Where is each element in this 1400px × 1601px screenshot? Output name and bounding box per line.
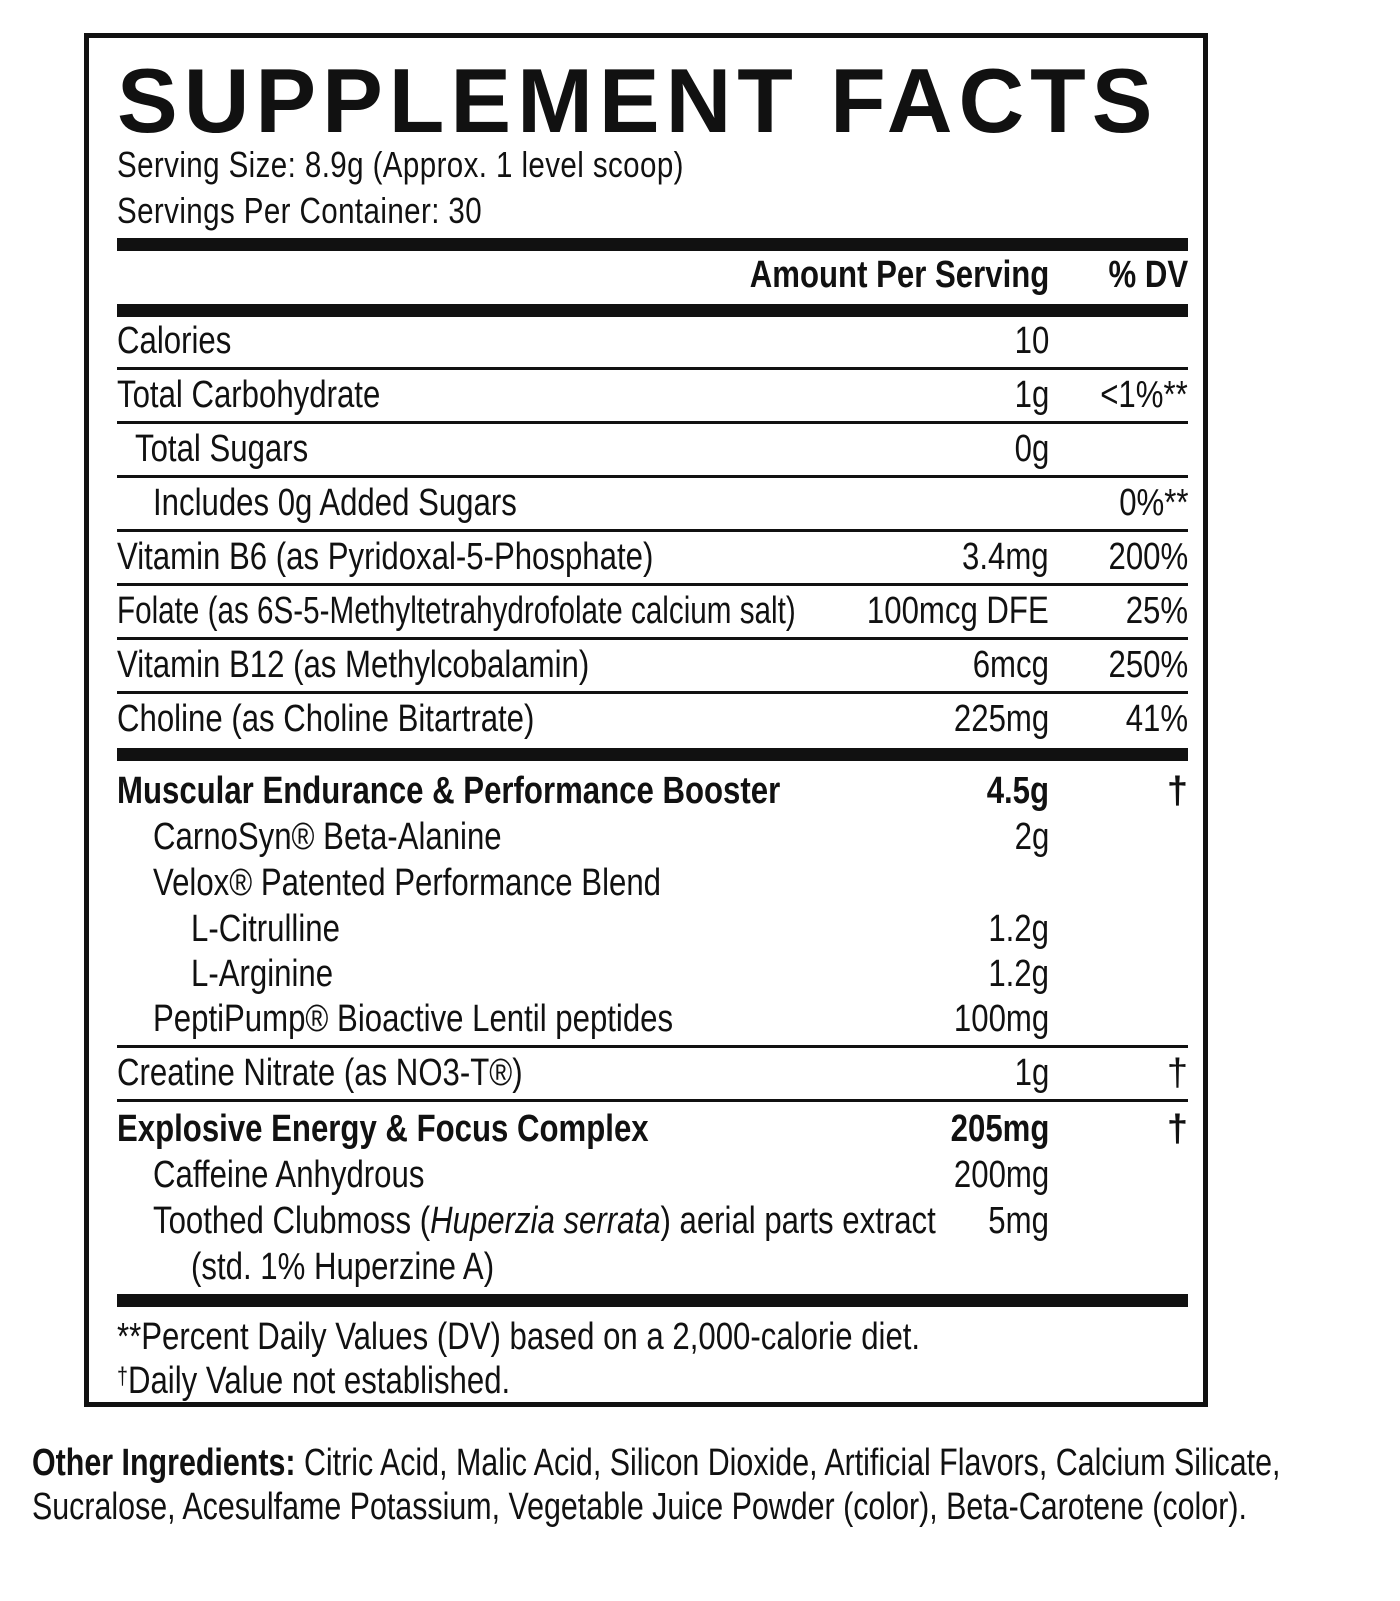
divider-thick <box>117 748 1188 761</box>
nutrient-label: Folate (as 6S-5-Methyltetrahydrofolate calcium salt) <box>117 590 796 632</box>
blend-amount: 205mg <box>950 1108 1049 1150</box>
nutrient-dv: 200% <box>1108 536 1188 578</box>
nutrient-dv: 25% <box>1125 590 1188 632</box>
other-ingredients <box>32 1441 1372 1529</box>
supplement-facts-panel <box>84 33 1208 1407</box>
ingredient-label: CarnoSyn® Beta-Alanine <box>153 816 502 858</box>
ingredient-amount: 1g <box>1014 1052 1049 1094</box>
nutrient-amount: 1g <box>1014 374 1049 416</box>
ingredient-label: Toothed Clubmoss (Huperzia serrata) aerial parts extract <box>153 1200 936 1242</box>
nutrient-row-carbohydrate <box>117 372 1188 418</box>
divider-thick <box>117 1294 1188 1307</box>
divider-thick <box>117 304 1188 317</box>
ingredient-label: Creatine Nitrate (as NO3-T®) <box>117 1052 523 1094</box>
divider-thin <box>117 475 1188 478</box>
nutrient-amount: 6mcg <box>972 644 1049 686</box>
nutrient-row-vitamin-b12 <box>117 642 1188 688</box>
nutrient-label: Vitamin B12 (as Methylcobalamin) <box>117 644 590 686</box>
dagger-mark: † <box>117 1363 128 1390</box>
dv-header: % DV <box>1108 254 1188 296</box>
blend-row-muscular-endurance <box>117 768 1188 814</box>
ingredient-row-velox <box>117 860 1188 906</box>
divider-thin <box>117 637 1188 640</box>
ingredient-amount: 2g <box>1014 816 1049 858</box>
divider-thin <box>117 691 1188 694</box>
ingredient-amount: 1.2g <box>988 953 1049 995</box>
ingredient-row-caffeine <box>117 1152 1188 1198</box>
nutrient-row-sugars <box>117 426 1188 472</box>
nutrient-dv: <1%** <box>1100 374 1188 416</box>
nutrient-amount: 0g <box>1014 428 1049 470</box>
blend-row-energy-focus <box>117 1106 1188 1152</box>
ingredient-row-carnosyn <box>117 814 1188 860</box>
other-ingredients-heading: Other Ingredients: <box>32 1442 296 1484</box>
ingredient-label: L-Citrulline <box>191 908 340 950</box>
nutrient-row-folate <box>117 588 1188 634</box>
ingredient-row-creatine-nitrate <box>117 1050 1188 1096</box>
nutrient-label: Total Carbohydrate <box>117 374 381 416</box>
blend-amount: 4.5g <box>986 770 1049 812</box>
dagger-mark: † <box>1166 1108 1188 1150</box>
botanical-name: Huperzia serrata <box>430 1200 661 1242</box>
nutrient-label: Includes 0g Added Sugars <box>153 482 517 524</box>
divider-thin <box>117 367 1188 370</box>
nutrient-amount: 225mg <box>953 698 1049 740</box>
nutrient-label: Calories <box>117 320 232 362</box>
blend-label: Muscular Endurance & Performance Booster <box>117 770 781 812</box>
panel-title: SUPPLEMENT FACTS <box>117 51 1159 152</box>
ingredient-label: Caffeine Anhydrous <box>153 1154 425 1196</box>
nutrient-dv: 0%** <box>1118 482 1188 524</box>
footnote-dv: **Percent Daily Values (DV) based on a 2,000-calorie diet. <box>117 1316 921 1358</box>
ingredient-row-clubmoss <box>117 1198 1188 1244</box>
column-header-row <box>117 252 1188 298</box>
nutrient-label: Vitamin B6 (as Pyridoxal-5-Phosphate) <box>117 536 654 578</box>
ingredient-label: PeptiPump® Bioactive Lentil peptides <box>153 998 674 1040</box>
ingredient-label: Velox® Patented Performance Blend <box>153 862 661 904</box>
divider-thick <box>117 238 1188 251</box>
nutrient-label: Total Sugars <box>135 428 309 470</box>
nutrient-row-vitamin-b6 <box>117 534 1188 580</box>
nutrient-amount: 10 <box>1014 320 1049 362</box>
blend-label: Explosive Energy & Focus Complex <box>117 1108 649 1150</box>
ingredient-sublabel: (std. 1% Huperzine A) <box>191 1246 495 1288</box>
ingredient-label: L-Arginine <box>191 953 334 995</box>
dagger-mark: † <box>1166 1052 1188 1094</box>
amount-per-serving-header: Amount Per Serving <box>749 254 1049 296</box>
nutrient-amount: 100mcg DFE <box>867 590 1049 632</box>
nutrient-dv: 250% <box>1108 644 1188 686</box>
dagger-mark: † <box>1166 770 1188 812</box>
ingredient-row-peptipump <box>117 996 1188 1042</box>
ingredient-amount: 1.2g <box>988 908 1049 950</box>
nutrient-dv: 41% <box>1125 698 1188 740</box>
nutrient-row-calories <box>117 318 1188 364</box>
serving-size: Serving Size: 8.9g (Approx. 1 level scoop) <box>117 144 684 185</box>
ingredient-amount: 100mg <box>953 998 1049 1040</box>
ingredient-row-arginine <box>117 951 1188 997</box>
ingredient-amount: 200mg <box>953 1154 1049 1196</box>
divider-thin <box>117 529 1188 532</box>
divider-thin <box>117 1045 1188 1048</box>
servings-per-container: Servings Per Container: 30 <box>117 190 483 231</box>
nutrient-label: Choline (as Choline Bitartrate) <box>117 698 535 740</box>
ingredient-amount: 5mg <box>988 1200 1049 1242</box>
divider-thin <box>117 421 1188 424</box>
other-ingredients-line1: Citric Acid, Malic Acid, Silicon Dioxide, Artificial Flavors, Calcium Silicate, <box>303 1442 1281 1484</box>
nutrient-row-choline <box>117 696 1188 742</box>
nutrient-amount: 3.4mg <box>962 536 1049 578</box>
footnote-dagger: †Daily Value not established. <box>117 1360 511 1402</box>
ingredient-row-clubmoss-standardization <box>117 1244 1188 1290</box>
divider-thin <box>117 583 1188 586</box>
divider-thin <box>117 1099 1188 1102</box>
nutrient-row-added-sugars <box>117 480 1188 526</box>
ingredient-row-citrulline <box>117 906 1188 952</box>
other-ingredients-line2: Sucralose, Acesulfame Potassium, Vegetable Juice Powder (color), Beta-Carotene (color). <box>32 1486 1247 1528</box>
